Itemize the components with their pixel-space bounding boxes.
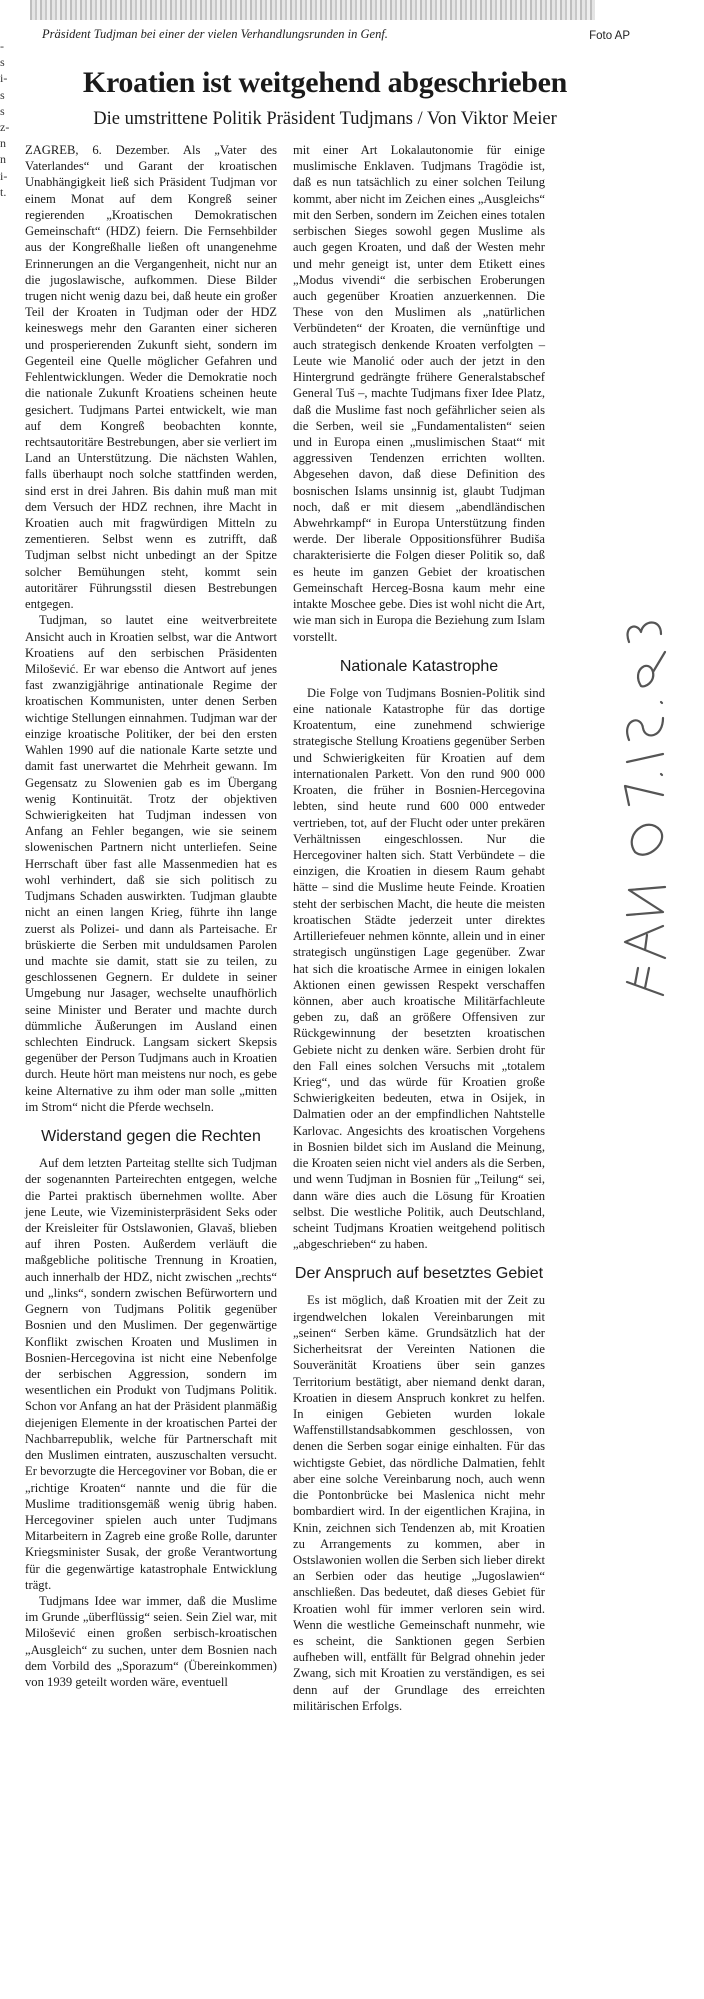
margin-fragment: - [0,39,4,53]
margin-fragment: s [0,55,5,70]
photo-caption: Präsident Tudjman bei einer der vielen Verhandlungsrunden in Genf. [42,27,388,41]
photo-bottom-edge [30,0,595,20]
article-paragraph: mit einer Art Lokalautonomie für einige muslimische Enklaven. Tudjmans Tragödie ist, daß es nun tatsächlich zu einer solchen Teilung kommt, aber nicht im Zeichen eines „Ausgleichs“ mit den Serben, sondern im Zeichen eines totalen serbischen Sieges sowohl gegen Muslime als auch gegen Kroaten, und daß der Westen mehr und mehr geneigt ist, unter dem Etikett eines „Modus vivendi“ die serbischen Eroberungen auch gegenüber Kroatien anzuerkennen. Die These von den Muslimen als „natürlichen Verbündeten“ der Kroaten, die vernünftige und auch strategisch denkende Kroaten verfolgten – Leute wie Manolić oder auch der jetzt in den Hintergrund gedrängte frühere Generalstabschef General Tuš –, machte Tudjmans fixer Idee Platz, daß die Muslime fast noch gefährlicher seien als die Serben, weil sie „Fundamentalisten“ seien und in Europa einen „muslimischen Staat“ mit aggressiven Tendenzen errichten wollten. Abgesehen davon, daß diese Definition des bosnischen Islams unsinnig ist, glaubt Tudjman noch, daß er mit diesem „abendländischen Abwehrkampf“ in Europa Unterstützung finden werde. Der liberale Oppositionsführer Budiša charakterisierte die Folgen dieser Politik so, daß es heute im ganzen Gebiet der kroatischen Gemeinschaft Herceg-Bosna kaum mehr eine intakte Moschee gebe. Dies ist wohl nicht die Art, wie man sich in Europa die Beziehung zum Islam vorstellt. [293,143,545,644]
handwritten-date-stamp [605,590,685,1010]
article-column-right [293,142,545,1714]
section-heading: Nationale Katastrophe [339,657,499,675]
article-paragraph: Tudjman, so lautet eine weitverbreitete Ansicht auch in Kroatien selbst, war die Antwort Kroatiens auf den serbischen Präsidenten Milošević. Er war ebenso die Antwort auf jenes fast zwanzigjährige antinationale Regime der kroatischen Kommunisten, unter denen Serben wichtige Stellungen einnahmen. Tudjman war der einzige kroatische Politiker, der bei den ersten Wahlen 1990 auf die nationale Karte setzte und damit fast unerwartet die Mehrheit gewann. Im Gegensatz zu Slowenien gab es im Übergang wenig Kontinuität. Trotz der objektiven Schwierigkeiten hat Tudjman indessen von Anfang an Fehler begangen, wie sie seinem slowenischen Partnern nicht unterliefen. Seine Herrschaft über fast alle Massenmedien hat es wohl verhindert, daß sie sich politisch zu Tudjmans Schaden auswirkten. Tudjman glaubte nicht an einen langen Krieg, führte ihn lange zuerst als Polizei- und dann als Parteisache. Er brüskierte die Serben mit unduldsamen Parolen und machte sie damit, statt sie zu teilen, zu geschlossenen Gegnern. Er duldete in seiner Umgebung nur Jasager, wechselte unaufhörlich seine Minister und Berater und machte durch dümmliche Äußerungen im Ausland einen schlechten Eindruck. Langsam sickert Skepsis gegenüber der Person Tudjmans auch in Kroatien durch. Heute hört man meistens nur noch, es gebe keine Alternative zu ihm oder man solle „mitten im Strom“ nicht die Pferde wechseln. [25,613,277,1114]
article-paragraph: ZAGREB, 6. Dezember. Als „Vater des Vaterlandes“ und Garant der kroatischen Unabhängigkeit ließ sich Präsident Tudjman vor einem Monat auf dem Kongreß seiner regierenden „Kroatischen Demokratischen Gemeinschaft“ (HDZ) feiern. Die Fernsehbilder aus der Kongreßhalle ließen oft unangenehme Erinnerungen an die Vergangenheit, nicht nur an die jugoslawische, aufkommen. Diese Bilder trugen nicht wenig dazu bei, daß heute ein großer Teil der Kroaten in Tudjman oder der HDZ keineswegs mehr den Garanten einer sicheren und prosperierenden Zukunft sieht, sondern im Gegenteil eine Quelle möglicher Gefahren und Fehlentwicklungen. Weder die Demokratie noch die nationale Zukunft Kroatiens scheinen heute gesichert. Tudjmans Partei entwickelt, wie man auf dem Kongreß beobachten konnte, rechtsautoritäre Bestrebungen, aber sie verliert im Land an Unterstützung. Die nächsten Wahlen, falls überhaupt noch solche stattfinden werden, sind erst in drei Jahren. Bis dahin muß man mit dem Versuch der HDZ rechnen, ihre Macht in Kroatien auch mit fragwürdigen Mitteln zu zementieren. Selbst wenn es zutrifft, daß Tudjman selbst nicht unbedingt an der Spitze solcher Bemühungen steht, kommt sein autoritärer Führungsstil diesen Bestrebungen entgegen. [25,143,277,612]
margin-fragment: s [0,87,5,102]
article-paragraph: Die Folge von Tudjmans Bosnien-Politik sind eine nationale Katastrophe für das dortige Kroatentum, eine zunehmend schwierige strategische Stellung Kroatiens gegenüber Serben und Schwierigkeiten für Kroatien auf dem internationalen Parkett. Von den rund 900 000 Kroaten, die früher in Bosnien-Hercegovina lebten, sind heute rund 600 000 entweder vertrieben, tot, auf der Flucht oder unter prekären Verhältnissen eingeschlossen. Nur die Hercegoviner halten sich. Statt Verbündete – die einzigen, die Kroatien in diesem Raum gehabt hätte – sind die Muslime heute Feinde. Kroatien steht der serbischen Macht, die heute die meisten kroatischen Städte jederzeit unter direktes Artilleriefeuer nehmen könnte, allein und in einer strategisch ungünstigen Lage gegenüber. Zwar hat sich die kroatische Armee in einigen lokalen Aktionen einen gewissen Respekt verschaffen können, aber auch kroatische Militärfachleute geben zu, daß an größere Offensiven zur Rückgewinnung der besetzten kroatischen Gebiete nicht zu denken wäre. Serbien droht für den Fall eines solchen Versuchs mit „totalem Krieg“, und das würde für Kroatien große Schwierigkeiten bedeuten, etwa in Osijek, in Dalmatien oder an der empfindlichen Nahtstelle Karlovac. Angesichts des kroatischen Vorgehens in Bosnien bildet sich im Ausland die Meinung, die Kroaten seien nicht viel anders als die Serben, und wenn Tudjman in Bosnien für „Teilung“ sei, dann wäre dies auch die Lösung für Kroatien selbst. Die westliche Politik, auch Deutschland, scheint Tudjmans Kroatien weitgehend politisch „abgeschrieben“ zu haben. [293,685,545,1252]
margin-fragment: t. [0,184,7,199]
margin-fragment: s [0,103,5,118]
article-paragraph: Es ist möglich, daß Kroatien mit der Zeit zu irgendwelchen lokalen Vereinbarungen mit „seinen“ Serben käme. Grundsätzlich hat der Sicherheitsrat der Vereinten Nationen die Souveränität Kroatiens über sein ganzes Territorium bestätigt, aber niemand denkt daran, Kroatien in diesem Anspruch konkret zu helfen. In einigen Gebieten wurden lokale Waffenstillstandsabkommen geschlossen, von denen die Serben sogar einige einhalten. Für das wichtigste Gebiet, das nördliche Dalmatien, fehlt aber eine solche Vereinbarung noch, auch wenn die Pontonbrücke bei Maslenica nicht mehr bombardiert wird. In der eigentlichen Krajina, in Knin, zeichnen sich Tendenzen ab, mit Kroatien zu Arrangements zu kommen, aber in Ostslawonien wollen die Serben sich lieber direkt an Serbien oder das heutige „Jugoslawien“ anschließen. Das bedeutet, daß dieses Gebiet für Kroatien wohl für immer verloren sein wird. Wenn die westliche Gemeinschaft nunmehr, wie es scheint, die Sanktionen gegen Serbien aufheben will, entfällt für Belgrad ohnehin jeder Zwang, sich mit Kroatien zu verständigen, es sei denn auf der Grundlage des erreichten militärischen Erfolgs. [293,1293,545,1713]
headline: Kroatien ist weitgehend abgeschrieben [82,66,568,99]
margin-fragment: z- [0,119,10,134]
margin-fragments [0,38,14,200]
margin-fragment: i- [0,71,8,86]
margin-fragment: n [0,152,6,167]
subheadline: Die umstrittene Politik Präsident Tudjmans / Von Viktor Meier [93,109,557,129]
section-heading: Widerstand gegen die Rechten [41,1128,261,1146]
article-paragraph: Auf dem letzten Parteitag stellte sich Tudjman der sogenannten Parteirechten entgegen, welche die Partei praktisch übernehmen wollte. Aber jene Leute, wie Vizeministerpräsident Seks oder der Kreisleiter für Ostslawonien, Glavaš, blieben auf ihren Posten. Außerdem verläuft die maßgebliche politische Trennung in Kroatien, auch innerhalb der HDZ, nicht zwischen „rechts“ und „links“, sondern zwischen Befürwortern und Gegnern von Tudjmans Politik gegenüber Bosnien und den Muslimen. Der gegenwärtige Konflikt zwischen Kroaten und Muslimen in Bosnien-Hercegovina ist nicht eine Nebenfolge der serbischen Aggression, sondern im wesentlichen ein Produkt von Tudjmans Politik. Schon vor Anfang an hat der Präsident planmäßig diejenigen Elemente in der kroatischen Partei der Nachbarrepublik, welche für Partnerschaft mit den Muslimen eintraten, auszuschalten versucht. Er bevorzugte die Hercegoviner vor Boban, die er „richtige Kroaten“ nannte und die für die Muslime traditionsgemäß wenig übrig haben. Hercegoviner spielen auch unter Tudjmans Mitarbeitern in Zagreb eine große Rolle, darunter Kriegsminister Susak, der große Verantwortung für die gegenwärtige katastrophale Entwicklung trägt. [25,1156,277,1592]
article-paragraph: Tudjmans Idee war immer, daß die Muslime im Grunde „überflüssig“ seien. Sein Ziel war, mit Milošević einen großen serbisch-kroatischen „Ausgleich“ zu suchen, unter dem Bosnien nach dem Vorbild des „Sporazum“ (Übereinkommen) von 1939 geteilt worden wäre, eventuell [25,1594,277,1690]
photo-credit: Foto AP [589,30,630,42]
margin-fragment: i- [0,168,8,183]
article-column-left [25,142,277,1690]
section-heading: Der Anspruch auf besetztes Gebiet [294,1265,544,1283]
margin-fragment: n [0,136,6,151]
